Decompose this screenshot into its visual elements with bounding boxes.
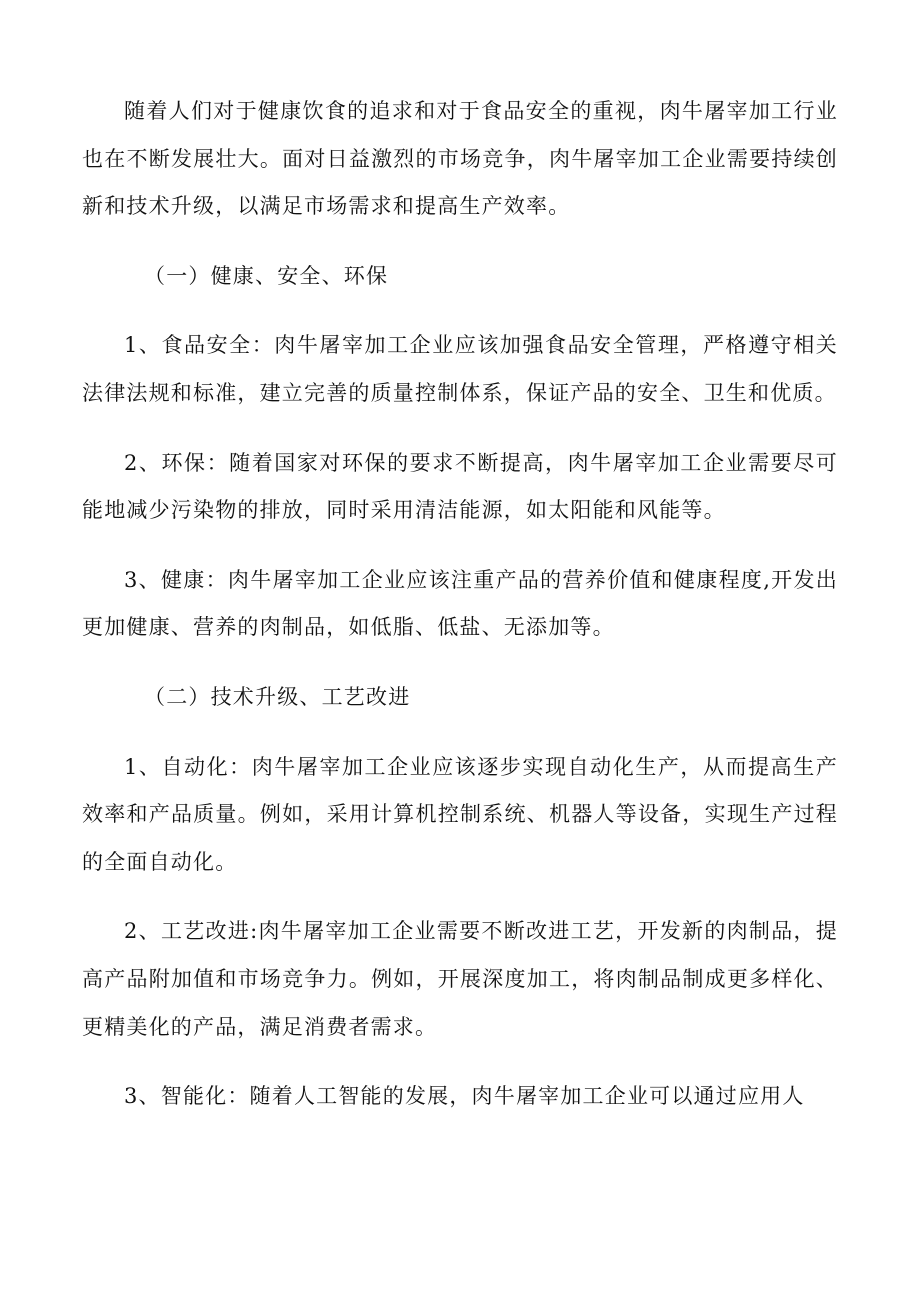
section-heading-health-safety-environment: （一）健康、安全、环保 [144,263,389,288]
paragraph-environmental-protection: 2、环保：随着国家对环保的要求不断提高，肉牛屠宰加工企业需要尽可能地减少污染物的排放，同时采用清洁能源，如太阳能和风能等。 [82,450,838,523]
paragraph-intelligence: 3、智能化：随着人工智能的发展，肉牛屠宰加工企业可以通过应用人 [124,1084,805,1109]
document-body [82,88,838,1143]
paragraph-food-safety: 1、食品安全：肉牛屠宰加工企业应该加强食品安全管理，严格遵守相关法律法规和标准，建立完善的质量控制体系，保证产品的安全、卫生和优质。 [82,333,838,405]
intro-paragraph: 随着人们对于健康饮食的追求和对于食品安全的重视，肉牛屠宰加工行业也在不断发展壮大。面对日益激烈的市场竞争，肉牛屠宰加工企业需要持续创新和技术升级，以满足市场需求和提高生产效率。 [82,99,838,219]
paragraph-automation: 1、自动化：肉牛屠宰加工企业应该逐步实现自动化生产，从而提高生产效率和产品质量。例如，采用计算机控制系统、机器人等设备，实现生产过程的全面自动化。 [82,754,838,874]
paragraph-health: 3、健康：肉牛屠宰加工企业应该注重产品的营养价值和健康程度,开发出更加健康、营养的肉制品，如低脂、低盐、无添加等。 [82,567,838,640]
paragraph-process-improvement: 2、工艺改进:肉牛屠宰加工企业需要不断改进工艺，开发新的肉制品，提高产品附加值和市场竞争力。例如，开展深度加工，将肉制品制成更多样化、更精美化的产品，满足消费者需求。 [82,919,838,1039]
section-heading-technology-upgrade: （二）技术升级、工艺改进 [144,684,411,709]
